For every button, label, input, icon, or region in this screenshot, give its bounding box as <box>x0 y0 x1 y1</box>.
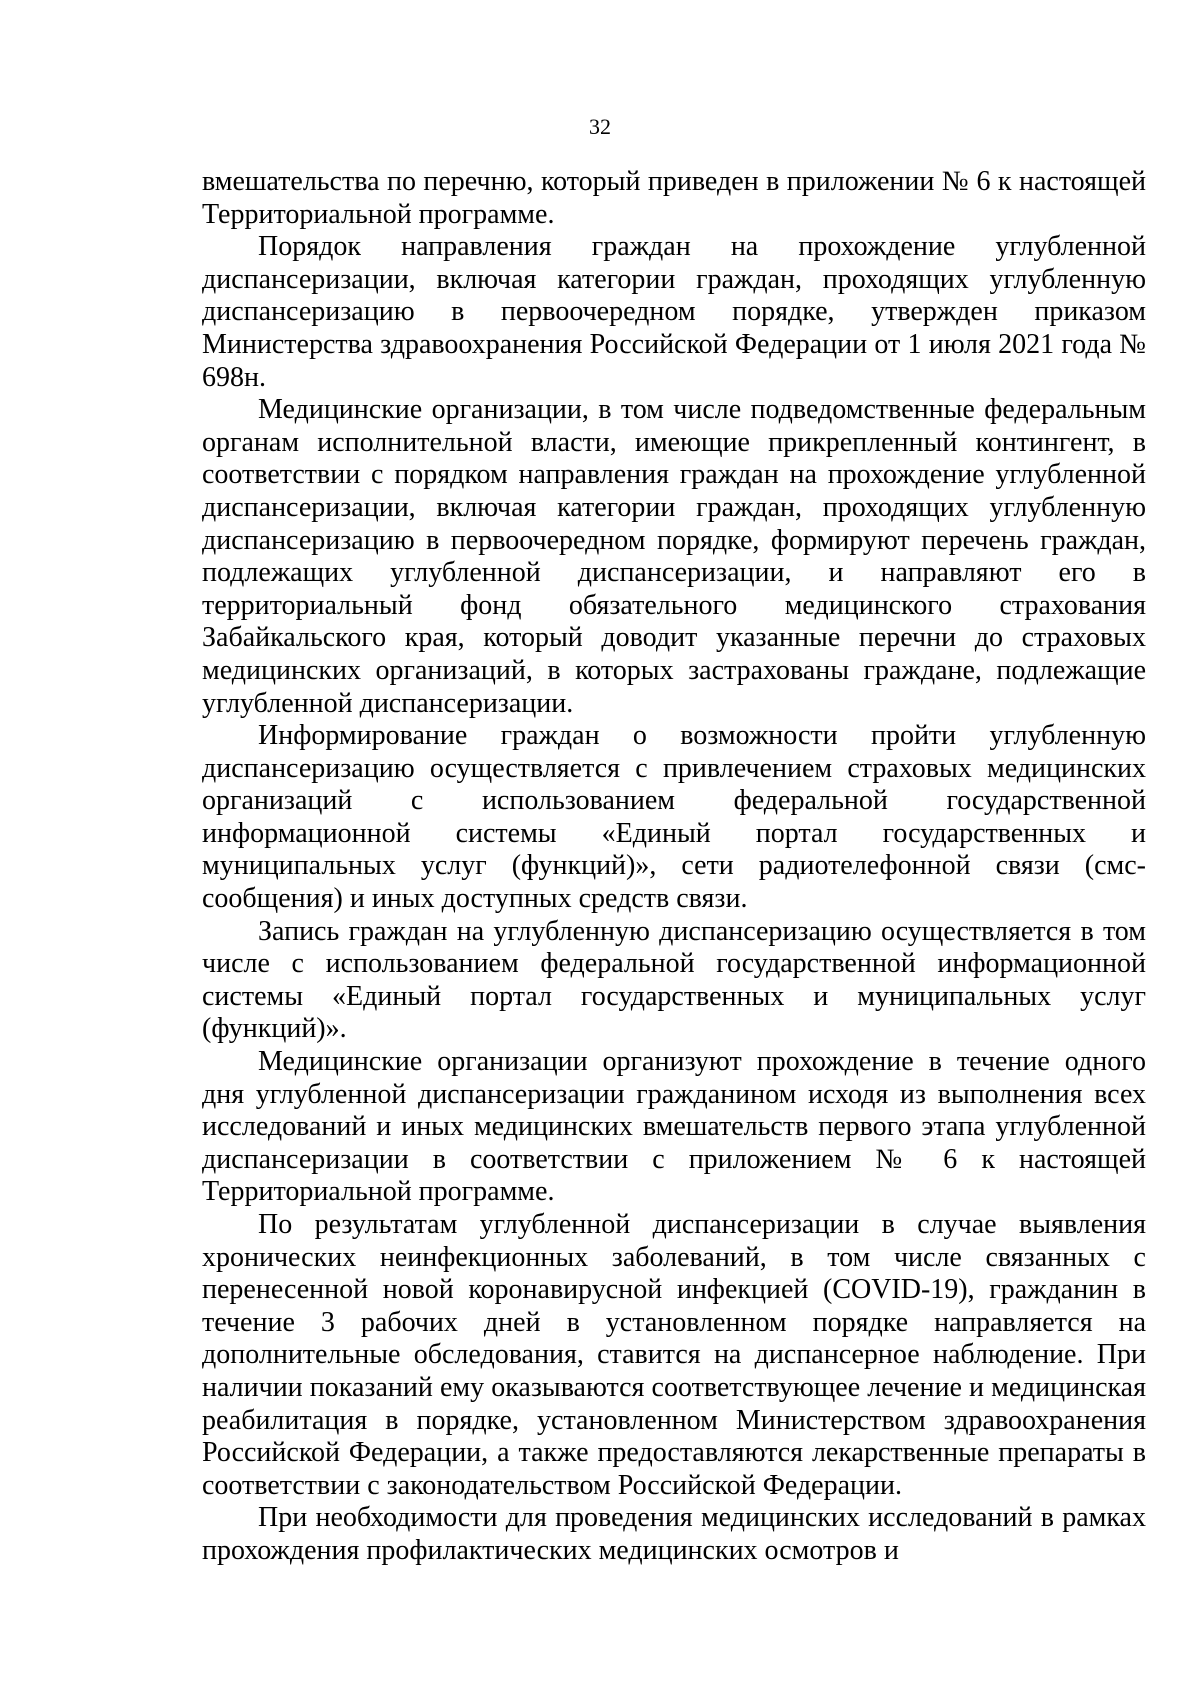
paragraph: При необходимости для проведения медицинских исследований в рамках прохождения профилактических медицинских осмотров и <box>202 1502 1146 1566</box>
paragraph: Порядок направления граждан на прохождение углубленной диспансеризации, включая категории граждан, проходящих углубленную диспансеризацию в первоочередном порядке, утвержден приказом Министерства здравоохранения Российской Федерации от 1 июля 2021 года № 698н. <box>202 231 1146 393</box>
paragraph: Медицинские организации организуют прохождение в течение одного дня углубленной диспансеризации гражданином исходя из выполнения всех исследований и иных медицинских вмешательств первого этапа углубленной диспансеризации в соответствии с приложением № 6 к настоящей Территориальной программе. <box>202 1046 1146 1208</box>
paragraph: Запись граждан на углубленную диспансеризацию осуществляется в том числе с использованием федеральной государственной информационной системы «Единый портал государственных и муниципальных услуг (функций)». <box>202 915 1146 1045</box>
paragraph: Медицинские организации, в том числе подведомственные федеральным органам исполнительной власти, имеющие прикрепленный контингент, в соответствии с порядком направления граждан на прохождение углубленной диспансеризации, включая категории граждан, проходящих углубленную диспансеризацию в первоочередном порядке, формируют перечень граждан, подлежащих углубленной диспансеризации, и направляют его в территориальный фонд обязательного медицинского страхования Забайкальского края, который доводит указанные перечни до страховых медицинских организаций, в которых застрахованы граждане, подлежащие углубленной диспансеризации. <box>202 394 1146 719</box>
page-number: 32 <box>589 114 611 139</box>
paragraph: Информирование граждан о возможности пройти углубленную диспансеризацию осуществляется с привлечением страховых медицинских организаций с использованием федеральной государственной информационной системы «Единый портал государственных и муниципальных услуг (функций)», сети радиотелефонной связи (смс-сообщения) и иных доступных средств связи. <box>202 720 1146 915</box>
document-body <box>202 166 1146 1568</box>
paragraph-continuation: вмешательства по перечню, который приведен в приложении № 6 к настоящей Территориальной программе. <box>202 166 1146 230</box>
paragraph: По результатам углубленной диспансеризации в случае выявления хронических неинфекционных заболеваний, в том числе связанных с перенесенной новой коронавирусной инфекцией (COVID-19), гражданин в течение 3 рабочих дней в установленном порядке направляется на дополнительные обследования, ставится на диспансерное наблюдение. При наличии показаний ему оказываются соответствующее лечение и медицинская реабилитация в порядке, установленном Министерством здравоохранения Российской Федерации, а также предоставляются лекарственные препараты в соответствии с законодательством Российской Федерации. <box>202 1209 1146 1501</box>
